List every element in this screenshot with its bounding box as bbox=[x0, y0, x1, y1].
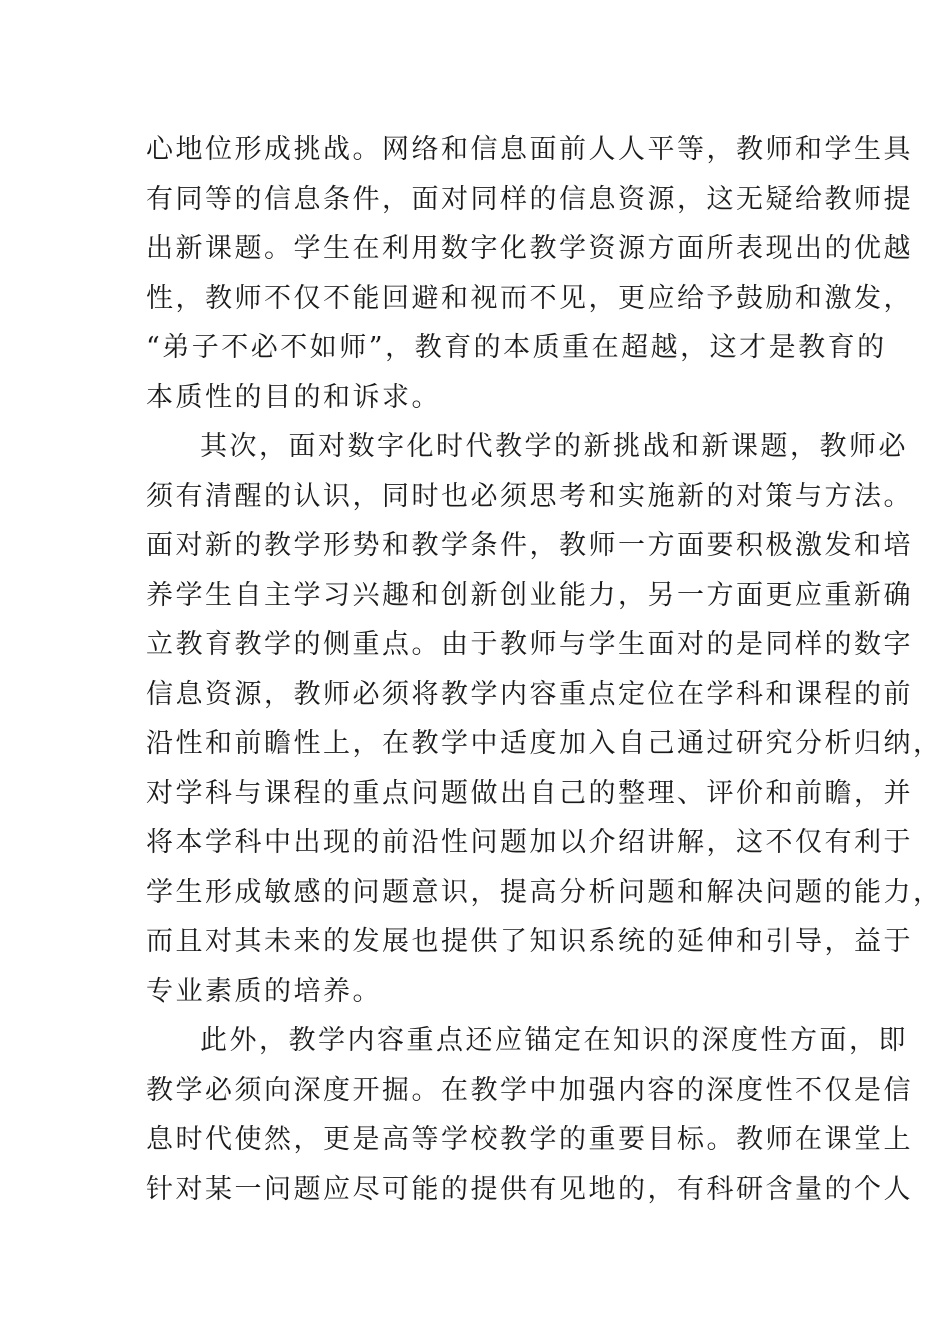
paragraph-first-line: 其次，面对数字化时代教学的新挑战和新课题，教师必 bbox=[200, 431, 908, 462]
text-line: 对学科与课程的重点问题做出自己的整理、评价和前瞻，并 bbox=[146, 777, 913, 809]
paragraph-first-line: 此外，教学内容重点还应锚定在知识的深度性方面，即 bbox=[200, 1025, 908, 1056]
text-line: 心地位形成挑战。网络和信息面前人人平等，教师和学生具 bbox=[146, 134, 913, 165]
text-line: “弟子不必不如师”，教育的本质重在超越，这才是教育的 bbox=[146, 332, 887, 363]
text-line: 信息资源，教师必须将教学内容重点定位在学科和课程的前 bbox=[146, 678, 913, 710]
text-line: 而且对其未来的发展也提供了知识系统的延伸和引导，益于 bbox=[146, 926, 913, 957]
text-line: 针对某一问题应尽可能的提供有见地的，有科研含量的个人 bbox=[146, 1173, 913, 1205]
text-line: 面对新的教学形势和教学条件，教师一方面要积极激发和培 bbox=[146, 530, 913, 561]
text-line: 息时代使然，更是高等学校教学的重要目标。教师在课堂上 bbox=[146, 1124, 913, 1155]
text-line: 养学生自主学习兴趣和创新创业能力，另一方面更应重新确 bbox=[146, 579, 913, 611]
text-line: 沿性和前瞻性上，在教学中适度加入自己通过研究分析归纳， bbox=[146, 728, 943, 759]
text-line: 学生形成敏感的问题意识，提高分析问题和解决问题的能力， bbox=[146, 876, 943, 908]
text-line: 本质性的目的和诉求。 bbox=[146, 381, 441, 413]
text-line: 教学必须向深度开掘。在教学中加强内容的深度性不仅是信 bbox=[146, 1074, 913, 1106]
text-line: 专业素质的培养。 bbox=[146, 975, 382, 1007]
text-line: 须有清醒的认识，同时也必须思考和实施新的对策与方法。 bbox=[146, 480, 913, 512]
text-line: 性，教师不仅不能回避和视而不见，更应给予鼓励和激发， bbox=[146, 282, 913, 314]
text-line: 立教育教学的侧重点。由于教师与学生面对的是同样的数字 bbox=[146, 629, 913, 660]
text-line: 出新课题。学生在利用数字化教学资源方面所表现出的优越 bbox=[146, 233, 913, 264]
text-line: 将本学科中出现的前沿性问题加以介绍讲解，这不仅有利于 bbox=[146, 827, 913, 858]
body-text bbox=[146, 125, 943, 1214]
text-line: 有同等的信息条件，面对同样的信息资源，这无疑给教师提 bbox=[146, 183, 913, 215]
